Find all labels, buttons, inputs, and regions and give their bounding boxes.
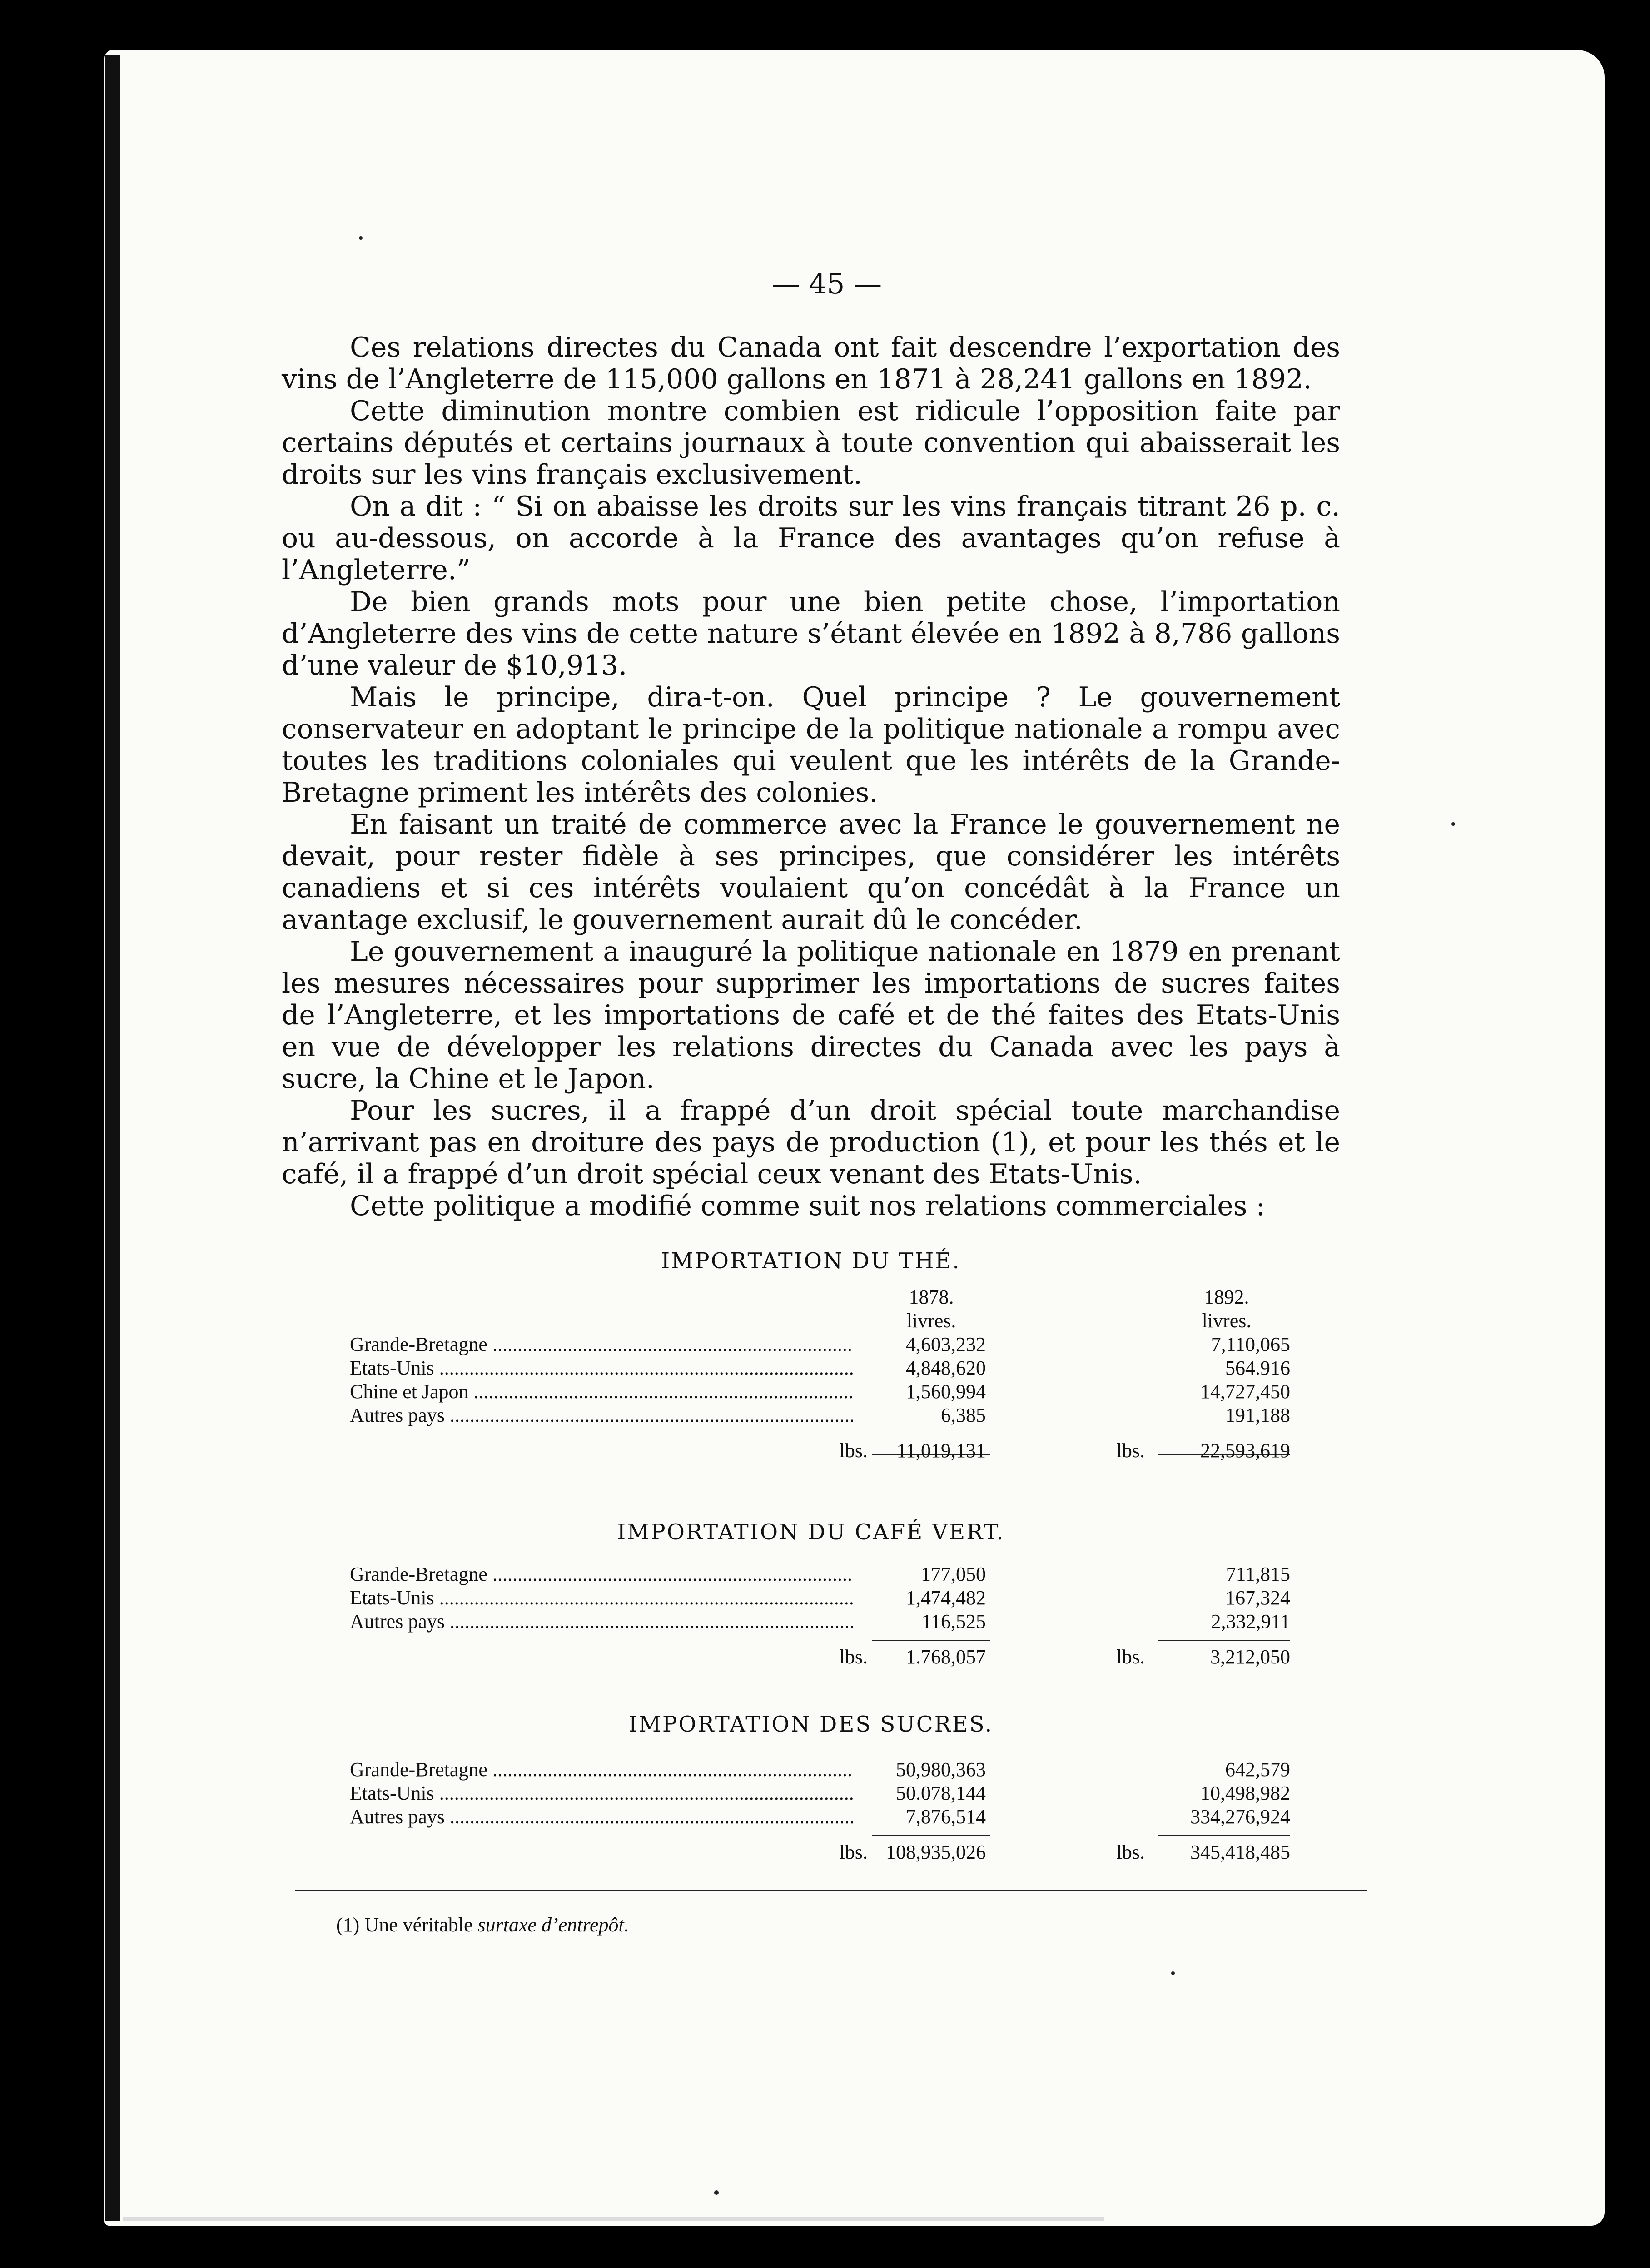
footnote-emphasis: surtaxe d’entrepôt.: [477, 1914, 629, 1936]
paragraph: Pour les sucres, il a frappé d’un droit spécial toute marchandise n’arrivant pas en droiture des pays de production (1), et pour les thés et le café, il a frappé d’un droit spécial ceux venant des Etats-Unis.: [282, 1095, 1340, 1190]
table-the: [350, 1285, 1295, 1466]
value-1878: 50.078,144: [859, 1782, 986, 1805]
value-1892: 167,324: [1225, 1587, 1290, 1609]
value-1878: 177,050: [859, 1563, 986, 1586]
sum-rule: [872, 1835, 990, 1836]
ink-speck: [1451, 822, 1455, 826]
footnote: [336, 1913, 629, 1936]
table-row: [350, 1333, 1295, 1356]
row-label: Autres pays .....: [350, 1610, 854, 1633]
table-title-cafe: IMPORTATION DU CAFÉ VERT.: [617, 1519, 1005, 1545]
paragraph: Cette politique a modifié comme suit nos relations commerciales :: [350, 1190, 1265, 1222]
total-unit: lbs.: [839, 1439, 868, 1462]
table-title-the: IMPORTATION DU THÉ.: [661, 1248, 961, 1274]
table-title-sucres: IMPORTATION DES SUCRES.: [628, 1712, 994, 1737]
sum-rule: [1158, 1835, 1290, 1836]
row-label: Grande-Bretagne .....: [350, 1758, 854, 1781]
table-row: [350, 1380, 1295, 1404]
total-unit: lbs.: [1116, 1646, 1145, 1668]
total-unit: lbs.: [1116, 1841, 1145, 1863]
table-row: [350, 1782, 1295, 1805]
ink-speck: [359, 236, 363, 240]
value-1892: 2,332,911: [1211, 1610, 1290, 1633]
paragraph: Cette diminution montre combien est ridicule l’opposition faite par certains députés et certains journaux à toute convention qui abaisserait les droits sur les vins français exclusivement.: [282, 395, 1340, 491]
page-number: — 45 —: [771, 267, 882, 300]
row-label: Etats-Unis .....: [350, 1586, 854, 1609]
scan-edge: [123, 2217, 1104, 2221]
paragraph: Mais le principe, dira-t-on. Quel principe ? Le gouvernement conservateur en adoptant le principe de la politique nationale a rompu avec toutes les traditions coloniales qui veulent que les intérêts de la Grande-Bretagne priment les intérêts des colonies.: [282, 681, 1340, 809]
value-1878: 4,603,232: [859, 1333, 986, 1356]
total-row: [350, 1841, 1295, 1868]
column-year-1892: 1892.: [1204, 1286, 1249, 1308]
footnote-text: Une véritable: [364, 1914, 473, 1936]
value-1892: 642,579: [1225, 1758, 1290, 1781]
column-unit-1878: livres.: [872, 1309, 990, 1332]
total-unit: lbs.: [1116, 1439, 1145, 1462]
row-label: Autres pays .....: [350, 1404, 854, 1427]
value-1878: 116,525: [859, 1610, 986, 1633]
table-row: [350, 1758, 1295, 1782]
total-unit: lbs.: [839, 1841, 868, 1863]
value-1878: 1,474,482: [859, 1586, 986, 1609]
column-year-1878: 1878.: [872, 1285, 990, 1309]
paragraph: En faisant un traité de commerce avec la France le gouvernement ne devait, pour rester fidèle à ses principes, que considérer les intérêts canadiens et si ces intérêts voulaient qu’on concédât à la France un avantage exclusif, le gouvernement aurait dû le concéder.: [282, 809, 1340, 936]
table-cafe: [350, 1563, 1295, 1672]
table-row: [350, 1610, 1295, 1633]
body-text: [282, 332, 1340, 1222]
value-1892: 14,727,450: [1200, 1380, 1290, 1403]
table-row: [350, 1404, 1295, 1427]
paragraph: De bien grands mots pour une bien petite chose, l’importation d’Angleterre des vins de cette nature s’étant élevée en 1892 à 8,786 gallons d’une valeur de $10,913.: [282, 586, 1340, 681]
total-row: [350, 1439, 1295, 1466]
footnote-marker: (1): [336, 1914, 360, 1936]
paragraph: On a dit : “ Si on abaisse les droits sur les vins français titrant 26 p. c. ou au-dessous, on accorde à la France des avantages qu’on refuse à l’Angleterre.”: [282, 491, 1340, 586]
value-1892: 334,276,924: [1190, 1806, 1290, 1828]
row-label: Grande-Bretagne .....: [350, 1563, 854, 1586]
row-label: Etats-Unis .....: [350, 1356, 854, 1380]
row-label: Autres pays .....: [350, 1805, 854, 1828]
total-1878: 11,019,131: [896, 1439, 986, 1462]
total-1892: 22,593,619: [1200, 1439, 1290, 1462]
paragraph: Ces relations directes du Canada ont fait descendre l’exportation des vins de l’Angleterre de 115,000 gallons en 1871 à 28,241 gallons en 1892.: [282, 332, 1340, 395]
ink-speck: [1171, 1971, 1175, 1975]
value-1878: 4,848,620: [859, 1356, 986, 1380]
ink-speck: [714, 2190, 719, 2195]
value-1892: 7,110,065: [1211, 1333, 1290, 1355]
table-header-units: [350, 1309, 1295, 1333]
value-1892: 191,188: [1225, 1404, 1290, 1426]
table-row: [350, 1586, 1295, 1610]
value-1892: 711,815: [1226, 1563, 1290, 1585]
total-1892: 3,212,050: [1210, 1646, 1290, 1668]
value-1878: 50,980,363: [859, 1758, 986, 1781]
total-1878: 1.768,057: [906, 1646, 986, 1668]
footnote-rule: [295, 1890, 1367, 1891]
table-row: [350, 1563, 1295, 1586]
total-unit: lbs.: [839, 1646, 868, 1668]
total-1878: 108,935,026: [886, 1841, 986, 1863]
value-1878: 1,560,994: [859, 1380, 986, 1403]
paragraph: Le gouvernement a inauguré la politique nationale en 1879 en prenant les mesures nécessaires pour supprimer les importations de sucres faites de l’Angleterre, et les importations de café et de thé faites des Etats-Unis en vue de développer les relations directes du Canada avec les pays à sucre, la Chine et le Japon.: [282, 936, 1340, 1095]
row-label: Chine et Japon .....: [350, 1380, 854, 1403]
row-label: Grande-Bretagne .....: [350, 1333, 854, 1356]
binding-edge: [105, 55, 120, 2221]
sum-rule: [872, 1640, 990, 1641]
table-row: [350, 1805, 1295, 1829]
column-unit-1892: livres.: [1202, 1310, 1252, 1332]
row-label: Etats-Unis .....: [350, 1782, 854, 1805]
value-1878: 7,876,514: [859, 1805, 986, 1828]
value-1892: 564.916: [1225, 1357, 1290, 1379]
total-row: [350, 1645, 1295, 1672]
value-1878: 6,385: [859, 1404, 986, 1427]
total-1892: 345,418,485: [1190, 1841, 1290, 1863]
table-sucres: [350, 1758, 1295, 1868]
value-1892: 10,498,982: [1200, 1782, 1290, 1804]
table-header-years: [350, 1285, 1295, 1309]
table-row: [350, 1356, 1295, 1380]
sum-rule: [1158, 1640, 1290, 1641]
